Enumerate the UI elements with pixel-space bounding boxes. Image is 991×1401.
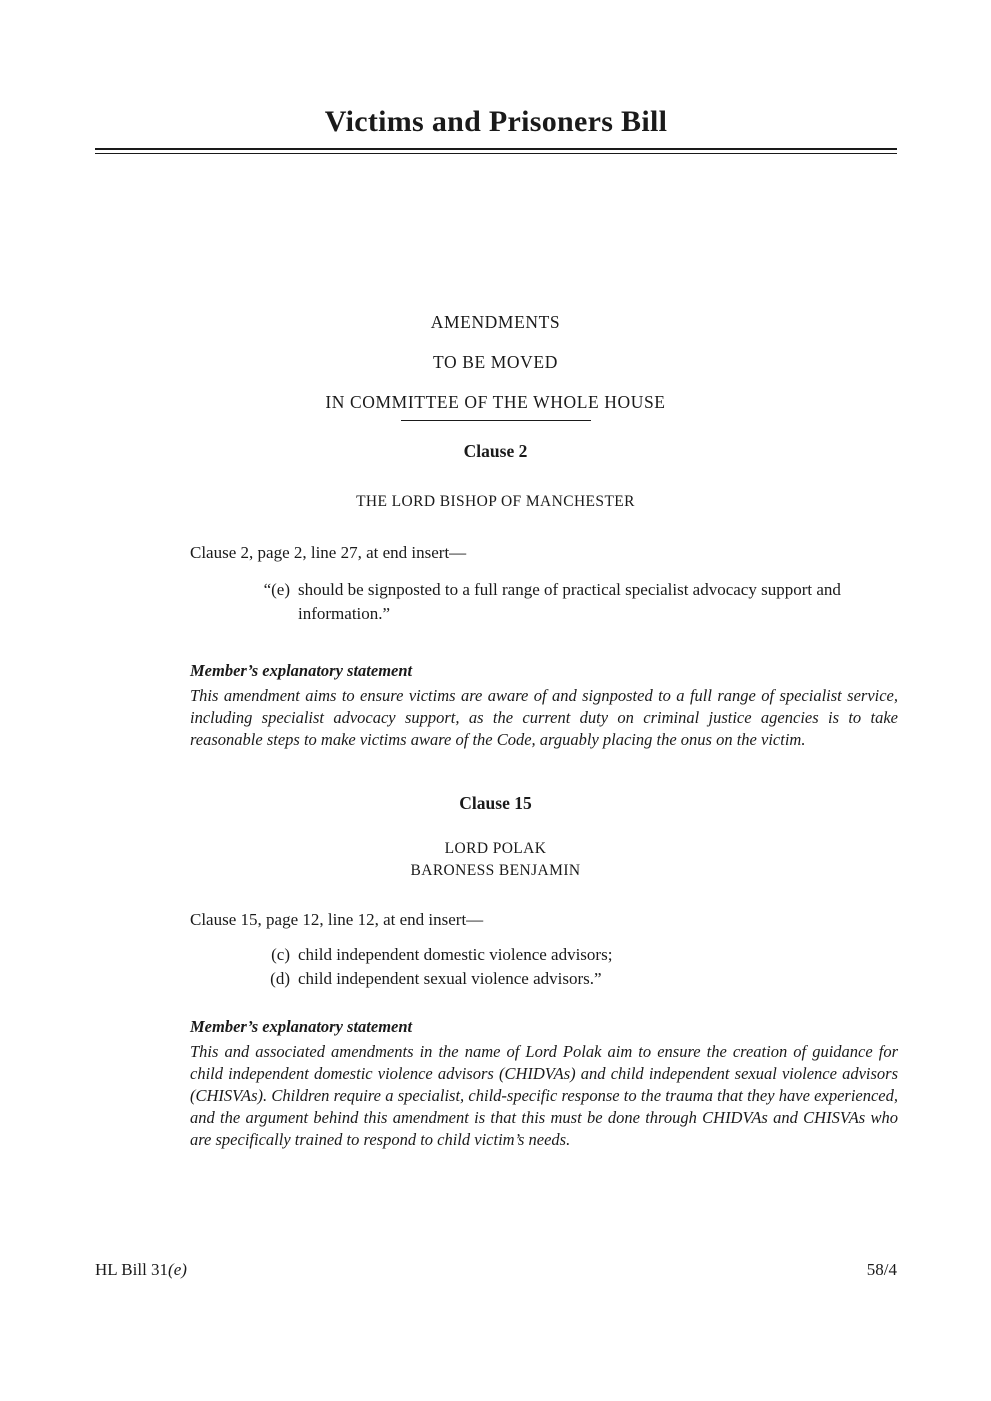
amendment-text: should be signposted to a full range of practical specialist advocacy support and information.” — [298, 579, 841, 623]
clause-heading: Clause 2 — [463, 440, 528, 461]
member-name: LORD POLAK — [444, 839, 547, 857]
footer-page-ref: 58/4 — [866, 1260, 897, 1279]
footer-bill-number — [95, 1260, 187, 1280]
explanatory-heading: Member’s explanatory statement — [190, 660, 413, 680]
member-name: BARONESS BENJAMIN — [410, 861, 581, 879]
amendment-label: (c) — [271, 944, 290, 964]
proceedings-line-committee: IN COMMITTEE OF THE WHOLE HOUSE — [325, 391, 666, 412]
explanatory-text: This and associated amendments in the name of Lord Polak aim to ensure the creation of guidance for child independent domestic violence advisors (CHIDVAs) and child independent sexual violence advisors (CHISVAs). Children require a specialist, child-specific response to the trauma that they have experienced, and the argument behind this amendment is that this must be done through CHIDVAs and CHISVAs who are specifically trained to respond to child victim’s needs. — [190, 1041, 898, 1149]
amendment-instruction: Clause 2, page 2, line 27, at end insert— — [190, 542, 467, 562]
amendment-instruction: Clause 15, page 12, line 12, at end insert— — [190, 909, 484, 929]
members-list — [0, 838, 991, 882]
proceedings-line-amendments: AMENDMENTS — [430, 311, 561, 332]
clause-heading: Clause 15 — [459, 792, 532, 813]
amendment-label: “(e) — [263, 579, 290, 599]
amendment-item — [190, 578, 898, 626]
page-title: Victims and Prisoners Bill — [324, 105, 668, 138]
proceedings-line-to-be-moved: TO BE MOVED — [433, 351, 558, 372]
amendment-text: child independent domestic violence advisors; — [298, 944, 613, 964]
section-body — [190, 543, 898, 751]
amendment-text: child independent sexual violence advisors.” — [298, 968, 602, 988]
footer-bill-number-main: HL Bill 31 — [95, 1260, 169, 1279]
amendment-label: (d) — [270, 968, 290, 988]
explanatory-heading: Member’s explanatory statement — [190, 1016, 413, 1036]
members-list — [0, 491, 991, 513]
explanatory-text: This amendment aims to ensure victims are aware of and signposted to a full range of specialist service, including specialist advocacy support, as the current duty on criminal justice agencies is to take reasonable steps to make victims aware of the Code, arguably placing the onus on the victim. — [190, 685, 898, 749]
section-rule — [401, 420, 591, 421]
title-rule — [95, 148, 897, 154]
footer-bill-number-suffix: (e) — [168, 1260, 187, 1279]
page-footer — [95, 1260, 897, 1280]
amendment-item — [190, 943, 898, 967]
member-name: THE LORD BISHOP OF MANCHESTER — [356, 492, 635, 510]
amendment-item — [190, 967, 898, 991]
proceedings-heading — [0, 312, 991, 421]
amendment-list — [190, 578, 898, 626]
section-body — [190, 910, 898, 1151]
document-header — [95, 0, 897, 154]
amendment-list — [190, 943, 898, 991]
